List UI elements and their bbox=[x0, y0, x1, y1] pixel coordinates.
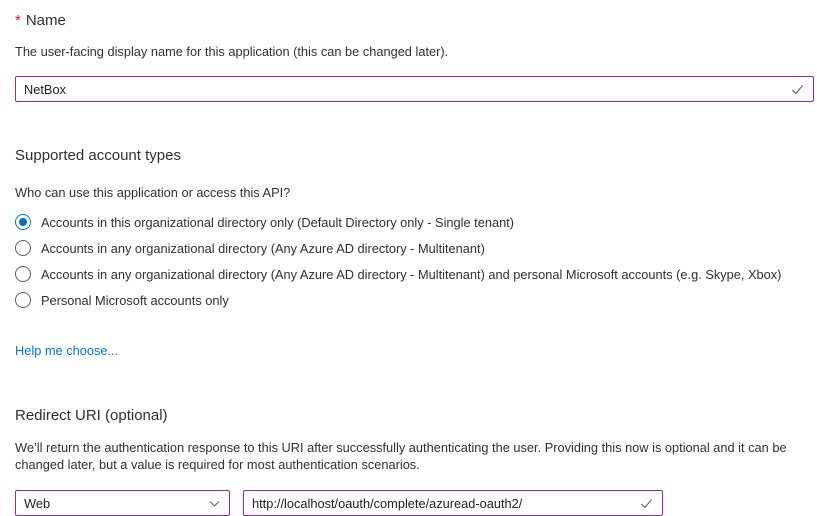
redirect-uri-description: We’ll return the authentication response to this URI after successfully authenticating the user. Providing this now is optional and it can be changed later, but a value is required for most authentication scenarios. bbox=[15, 440, 787, 472]
radio-button-selected[interactable] bbox=[15, 214, 31, 230]
name-input-value: NetBox bbox=[24, 81, 66, 97]
chevron-down-icon bbox=[208, 497, 221, 510]
radio-label[interactable]: Accounts in this organizational directory only (Default Directory only - Single tenant) bbox=[41, 214, 514, 230]
name-section-heading bbox=[15, 11, 814, 31]
help-me-choose-link[interactable]: Help me choose... bbox=[15, 343, 119, 358]
radio-option-multitenant-personal[interactable] bbox=[15, 266, 814, 282]
radio-button[interactable] bbox=[15, 240, 31, 256]
account-types-heading: Supported account types bbox=[15, 147, 181, 164]
radio-label[interactable]: Accounts in any organizational directory (Any Azure AD directory - Multitenant) bbox=[41, 240, 485, 256]
account-types-question: Who can use this application or access this API? bbox=[15, 185, 291, 200]
radio-button[interactable] bbox=[15, 266, 31, 282]
radio-option-multitenant[interactable] bbox=[15, 240, 814, 256]
redirect-uri-input-value: http://localhost/oauth/complete/azuread-oauth2/ bbox=[252, 495, 523, 511]
radio-option-personal-only[interactable] bbox=[15, 292, 814, 308]
platform-select[interactable] bbox=[15, 490, 230, 516]
checkmark-icon bbox=[639, 496, 654, 511]
radio-label[interactable]: Accounts in any organizational directory (Any Azure AD directory - Multitenant) and personal Microsoft accounts (e.g. Skype, Xbox) bbox=[41, 266, 782, 282]
checkmark-icon bbox=[790, 82, 805, 97]
platform-select-value: Web bbox=[24, 495, 51, 511]
name-help-text: The user-facing display name for this application (this can be changed later). bbox=[15, 44, 449, 59]
name-label: Name bbox=[25, 12, 66, 29]
required-marker: * bbox=[15, 12, 21, 29]
radio-button[interactable] bbox=[15, 292, 31, 308]
redirect-uri-heading: Redirect URI (optional) bbox=[15, 407, 168, 424]
account-types-radio-group bbox=[15, 214, 814, 308]
redirect-uri-input[interactable] bbox=[243, 490, 663, 516]
name-input[interactable] bbox=[15, 76, 814, 102]
radio-option-single-tenant[interactable] bbox=[15, 214, 814, 230]
radio-label[interactable]: Personal Microsoft accounts only bbox=[41, 292, 229, 308]
